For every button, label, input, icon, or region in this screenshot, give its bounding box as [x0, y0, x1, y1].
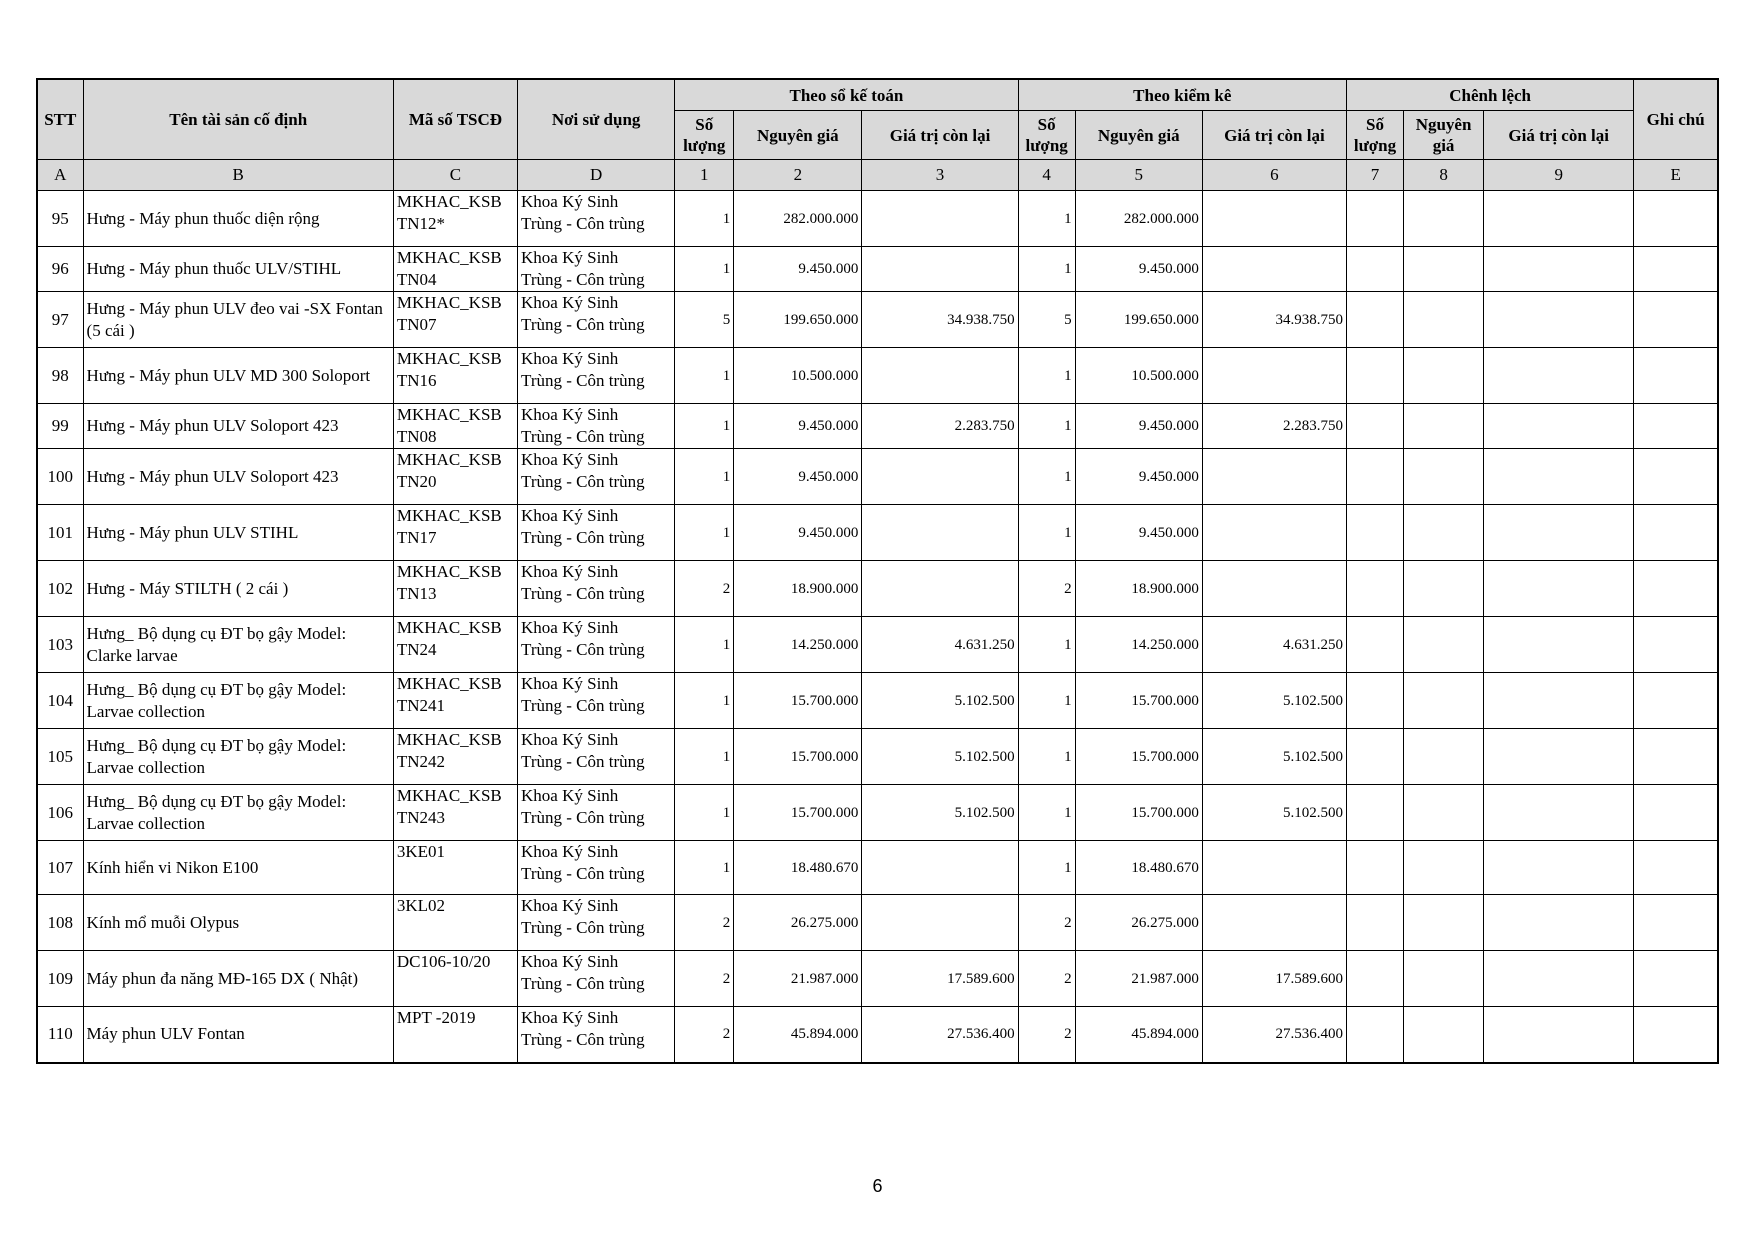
row-stt: 101: [37, 505, 83, 561]
row-book-quantity: 1: [675, 348, 734, 404]
row-asset-code: DC106-10/20: [393, 951, 517, 1007]
row-asset-name: Kính hiển vi Nikon E100: [83, 841, 393, 895]
row-stt: 108: [37, 895, 83, 951]
row-asset-name: Hưng_ Bộ dụng cụ ĐT bọ gậy Model: Larvae collection: [83, 729, 393, 785]
row-inventory-original-price: 21.987.000: [1075, 951, 1202, 1007]
row-book-remaining-value: 5.102.500: [862, 673, 1018, 729]
row-inventory-original-price: 9.450.000: [1075, 247, 1202, 292]
row-diff-remaining-value: [1484, 951, 1634, 1007]
row-asset-name: Hưng - Máy phun thuốc ULV/STIHL: [83, 247, 393, 292]
row-book-quantity: 5: [675, 292, 734, 348]
table-row: [37, 895, 1718, 951]
row-diff-original-price: [1404, 729, 1484, 785]
row-diff-remaining-value: [1484, 729, 1634, 785]
row-stt: 105: [37, 729, 83, 785]
row-diff-remaining-value: [1484, 292, 1634, 348]
table-row: [37, 191, 1718, 247]
row-inventory-remaining-value: 2.283.750: [1202, 404, 1346, 449]
row-diff-remaining-value: [1484, 449, 1634, 505]
row-diff-quantity: [1346, 617, 1403, 673]
row-inventory-remaining-value: 17.589.600: [1202, 951, 1346, 1007]
row-inventory-quantity: 1: [1018, 449, 1075, 505]
row-asset-code: MKHAC_KSB TN13: [393, 561, 517, 617]
table-row: [37, 247, 1718, 292]
row-asset-name: Kính mổ muỗi Olypus: [83, 895, 393, 951]
asset-inventory-table: [36, 78, 1719, 1064]
row-book-original-price: 9.450.000: [734, 247, 862, 292]
column-letter: A: [37, 160, 83, 191]
row-note: [1634, 729, 1718, 785]
row-book-original-price: 199.650.000: [734, 292, 862, 348]
header-asset-name: Tên tài sản cố định: [83, 79, 393, 160]
row-diff-remaining-value: [1484, 895, 1634, 951]
row-diff-quantity: [1346, 951, 1403, 1007]
row-inventory-quantity: 1: [1018, 191, 1075, 247]
header-place-of-use: Nơi sử dụng: [518, 79, 675, 160]
column-letter: 9: [1484, 160, 1634, 191]
column-letter: 6: [1202, 160, 1346, 191]
row-diff-original-price: [1404, 1007, 1484, 1063]
row-book-quantity: 1: [675, 617, 734, 673]
row-inventory-original-price: 15.700.000: [1075, 729, 1202, 785]
row-stt: 96: [37, 247, 83, 292]
row-asset-name: Hưng_ Bộ dụng cụ ĐT bọ gậy Model: Clarke larvae: [83, 617, 393, 673]
row-book-remaining-value: [862, 449, 1018, 505]
row-book-remaining-value: 34.938.750: [862, 292, 1018, 348]
table-row: [37, 617, 1718, 673]
row-place-of-use: Khoa Ký Sinh Trùng - Côn trùng: [518, 191, 675, 247]
row-inventory-original-price: 14.250.000: [1075, 617, 1202, 673]
row-asset-code: 3KE01: [393, 841, 517, 895]
row-asset-code: MPT -2019: [393, 1007, 517, 1063]
row-asset-name: Hưng - Máy STILTH ( 2 cái ): [83, 561, 393, 617]
row-inventory-original-price: 18.900.000: [1075, 561, 1202, 617]
row-book-remaining-value: 5.102.500: [862, 785, 1018, 841]
header-diff-quantity: Số lượng: [1346, 111, 1403, 160]
row-diff-original-price: [1404, 951, 1484, 1007]
row-diff-remaining-value: [1484, 1007, 1634, 1063]
row-diff-remaining-value: [1484, 404, 1634, 449]
row-inventory-quantity: 1: [1018, 729, 1075, 785]
header-inventory-quantity: Số lượng: [1018, 111, 1075, 160]
header-diff-original-price: Nguyên giá: [1404, 111, 1484, 160]
row-diff-quantity: [1346, 729, 1403, 785]
row-stt: 98: [37, 348, 83, 404]
column-letter: 1: [675, 160, 734, 191]
row-stt: 106: [37, 785, 83, 841]
row-diff-remaining-value: [1484, 247, 1634, 292]
row-inventory-quantity: 1: [1018, 505, 1075, 561]
table-row: [37, 505, 1718, 561]
column-letter: 2: [734, 160, 862, 191]
row-place-of-use: Khoa Ký Sinh Trùng - Côn trùng: [518, 292, 675, 348]
page-number: 6: [872, 1176, 883, 1196]
row-asset-name: Hưng_ Bộ dụng cụ ĐT bọ gậy Model: Larvae collection: [83, 673, 393, 729]
row-note: [1634, 841, 1718, 895]
table-row: [37, 348, 1718, 404]
row-book-quantity: 2: [675, 1007, 734, 1063]
row-book-quantity: 1: [675, 191, 734, 247]
table-row: [37, 951, 1718, 1007]
row-diff-quantity: [1346, 561, 1403, 617]
row-book-remaining-value: [862, 505, 1018, 561]
row-asset-code: MKHAC_KSB TN08: [393, 404, 517, 449]
row-inventory-quantity: 5: [1018, 292, 1075, 348]
table-header: [37, 79, 1718, 191]
row-book-original-price: 14.250.000: [734, 617, 862, 673]
row-place-of-use: Khoa Ký Sinh Trùng - Côn trùng: [518, 561, 675, 617]
row-inventory-original-price: 9.450.000: [1075, 404, 1202, 449]
column-letter-row: [37, 160, 1718, 191]
row-diff-original-price: [1404, 404, 1484, 449]
column-letter: 5: [1075, 160, 1202, 191]
row-asset-code: MKHAC_KSB TN24: [393, 617, 517, 673]
row-note: [1634, 785, 1718, 841]
column-letter: B: [83, 160, 393, 191]
row-book-quantity: 1: [675, 841, 734, 895]
row-note: [1634, 292, 1718, 348]
row-asset-code: MKHAC_KSB TN20: [393, 449, 517, 505]
table-row: [37, 841, 1718, 895]
row-inventory-quantity: 1: [1018, 247, 1075, 292]
column-letter: 7: [1346, 160, 1403, 191]
table-row: [37, 729, 1718, 785]
row-stt: 102: [37, 561, 83, 617]
row-book-quantity: 1: [675, 449, 734, 505]
row-note: [1634, 247, 1718, 292]
row-book-remaining-value: [862, 348, 1018, 404]
row-book-quantity: 2: [675, 895, 734, 951]
row-inventory-remaining-value: [1202, 895, 1346, 951]
row-place-of-use: Khoa Ký Sinh Trùng - Côn trùng: [518, 617, 675, 673]
row-inventory-quantity: 1: [1018, 841, 1075, 895]
row-inventory-quantity: 1: [1018, 617, 1075, 673]
row-stt: 104: [37, 673, 83, 729]
row-inventory-original-price: 26.275.000: [1075, 895, 1202, 951]
row-inventory-original-price: 18.480.670: [1075, 841, 1202, 895]
row-diff-original-price: [1404, 247, 1484, 292]
row-place-of-use: Khoa Ký Sinh Trùng - Côn trùng: [518, 247, 675, 292]
row-diff-remaining-value: [1484, 617, 1634, 673]
row-inventory-original-price: 15.700.000: [1075, 785, 1202, 841]
row-place-of-use: Khoa Ký Sinh Trùng - Côn trùng: [518, 895, 675, 951]
table-row: [37, 785, 1718, 841]
row-diff-remaining-value: [1484, 505, 1634, 561]
row-inventory-quantity: 2: [1018, 561, 1075, 617]
row-diff-original-price: [1404, 505, 1484, 561]
row-stt: 99: [37, 404, 83, 449]
row-inventory-quantity: 1: [1018, 404, 1075, 449]
row-asset-code: MKHAC_KSB TN12*: [393, 191, 517, 247]
row-place-of-use: Khoa Ký Sinh Trùng - Côn trùng: [518, 673, 675, 729]
row-book-remaining-value: [862, 895, 1018, 951]
row-note: [1634, 617, 1718, 673]
row-book-remaining-value: [862, 841, 1018, 895]
row-diff-remaining-value: [1484, 673, 1634, 729]
row-book-remaining-value: 27.536.400: [862, 1007, 1018, 1063]
row-diff-original-price: [1404, 673, 1484, 729]
row-inventory-original-price: 10.500.000: [1075, 348, 1202, 404]
header-group-accounting-book: Theo sổ kế toán: [675, 79, 1018, 111]
row-diff-original-price: [1404, 561, 1484, 617]
row-inventory-remaining-value: [1202, 561, 1346, 617]
table-row: [37, 561, 1718, 617]
table-row: [37, 404, 1718, 449]
header-stt: STT: [37, 79, 83, 160]
header-inventory-remaining-value: Giá trị còn lại: [1202, 111, 1346, 160]
row-book-original-price: 15.700.000: [734, 673, 862, 729]
row-inventory-remaining-value: [1202, 449, 1346, 505]
row-asset-code: MKHAC_KSB TN243: [393, 785, 517, 841]
row-diff-original-price: [1404, 449, 1484, 505]
header-book-quantity: Số lượng: [675, 111, 734, 160]
row-diff-original-price: [1404, 785, 1484, 841]
row-inventory-original-price: 15.700.000: [1075, 673, 1202, 729]
row-diff-quantity: [1346, 348, 1403, 404]
row-inventory-quantity: 2: [1018, 1007, 1075, 1063]
row-book-quantity: 1: [675, 729, 734, 785]
table-row: [37, 673, 1718, 729]
row-diff-quantity: [1346, 673, 1403, 729]
row-asset-name: Hưng - Máy phun ULV STIHL: [83, 505, 393, 561]
row-stt: 97: [37, 292, 83, 348]
row-inventory-original-price: 45.894.000: [1075, 1007, 1202, 1063]
row-book-quantity: 1: [675, 247, 734, 292]
row-diff-original-price: [1404, 348, 1484, 404]
row-inventory-quantity: 1: [1018, 673, 1075, 729]
row-book-original-price: 15.700.000: [734, 729, 862, 785]
row-place-of-use: Khoa Ký Sinh Trùng - Côn trùng: [518, 449, 675, 505]
header-book-remaining-value: Giá trị còn lại: [862, 111, 1018, 160]
column-letter: E: [1634, 160, 1718, 191]
row-book-quantity: 1: [675, 404, 734, 449]
row-place-of-use: Khoa Ký Sinh Trùng - Côn trùng: [518, 785, 675, 841]
row-book-remaining-value: 5.102.500: [862, 729, 1018, 785]
row-diff-remaining-value: [1484, 841, 1634, 895]
row-place-of-use: Khoa Ký Sinh Trùng - Côn trùng: [518, 505, 675, 561]
row-inventory-remaining-value: 34.938.750: [1202, 292, 1346, 348]
row-inventory-quantity: 1: [1018, 785, 1075, 841]
row-asset-name: Hưng - Máy phun thuốc diện rộng: [83, 191, 393, 247]
row-asset-code: MKHAC_KSB TN16: [393, 348, 517, 404]
column-letter: C: [393, 160, 517, 191]
table-row: [37, 449, 1718, 505]
column-letter: 3: [862, 160, 1018, 191]
row-book-remaining-value: 4.631.250: [862, 617, 1018, 673]
row-inventory-remaining-value: [1202, 841, 1346, 895]
row-book-original-price: 18.900.000: [734, 561, 862, 617]
row-book-remaining-value: [862, 561, 1018, 617]
row-inventory-remaining-value: 27.536.400: [1202, 1007, 1346, 1063]
row-asset-name: Hưng - Máy phun ULV đeo vai -SX Fontan (5 cái ): [83, 292, 393, 348]
row-asset-name: Hưng_ Bộ dụng cụ ĐT bọ gậy Model: Larvae collection: [83, 785, 393, 841]
row-place-of-use: Khoa Ký Sinh Trùng - Côn trùng: [518, 951, 675, 1007]
row-note: [1634, 951, 1718, 1007]
row-book-original-price: 26.275.000: [734, 895, 862, 951]
row-inventory-quantity: 1: [1018, 348, 1075, 404]
row-diff-quantity: [1346, 404, 1403, 449]
row-book-original-price: 9.450.000: [734, 404, 862, 449]
row-stt: 109: [37, 951, 83, 1007]
row-place-of-use: Khoa Ký Sinh Trùng - Côn trùng: [518, 841, 675, 895]
header-group-inventory: Theo kiểm kê: [1018, 79, 1346, 111]
row-asset-name: Hưng - Máy phun ULV Soloport 423: [83, 449, 393, 505]
row-diff-remaining-value: [1484, 561, 1634, 617]
row-diff-quantity: [1346, 449, 1403, 505]
header-note: Ghi chú: [1634, 79, 1718, 160]
row-inventory-original-price: 282.000.000: [1075, 191, 1202, 247]
column-letter: 4: [1018, 160, 1075, 191]
row-asset-name: Hưng - Máy phun ULV Soloport 423: [83, 404, 393, 449]
row-place-of-use: Khoa Ký Sinh Trùng - Côn trùng: [518, 1007, 675, 1063]
row-book-quantity: 2: [675, 951, 734, 1007]
row-book-original-price: 45.894.000: [734, 1007, 862, 1063]
header-book-original-price: Nguyên giá: [734, 111, 862, 160]
row-asset-code: MKHAC_KSB TN241: [393, 673, 517, 729]
row-book-original-price: 21.987.000: [734, 951, 862, 1007]
row-asset-name: Máy phun đa năng MĐ-165 DX ( Nhật): [83, 951, 393, 1007]
row-diff-remaining-value: [1484, 348, 1634, 404]
row-inventory-remaining-value: [1202, 247, 1346, 292]
row-note: [1634, 505, 1718, 561]
row-diff-quantity: [1346, 247, 1403, 292]
row-stt: 100: [37, 449, 83, 505]
row-stt: 103: [37, 617, 83, 673]
row-book-quantity: 1: [675, 785, 734, 841]
row-asset-code: MKHAC_KSB TN242: [393, 729, 517, 785]
row-diff-quantity: [1346, 191, 1403, 247]
row-asset-code: MKHAC_KSB TN17: [393, 505, 517, 561]
row-book-original-price: 282.000.000: [734, 191, 862, 247]
row-inventory-remaining-value: [1202, 191, 1346, 247]
row-stt: 107: [37, 841, 83, 895]
row-inventory-original-price: 9.450.000: [1075, 449, 1202, 505]
row-diff-quantity: [1346, 292, 1403, 348]
row-place-of-use: Khoa Ký Sinh Trùng - Côn trùng: [518, 348, 675, 404]
row-note: [1634, 673, 1718, 729]
row-diff-quantity: [1346, 785, 1403, 841]
row-inventory-remaining-value: 5.102.500: [1202, 673, 1346, 729]
row-book-quantity: 1: [675, 673, 734, 729]
row-diff-original-price: [1404, 191, 1484, 247]
row-place-of-use: Khoa Ký Sinh Trùng - Côn trùng: [518, 404, 675, 449]
row-place-of-use: Khoa Ký Sinh Trùng - Côn trùng: [518, 729, 675, 785]
row-note: [1634, 449, 1718, 505]
row-asset-code: 3KL02: [393, 895, 517, 951]
table-body: [37, 191, 1718, 1063]
row-note: [1634, 561, 1718, 617]
row-diff-remaining-value: [1484, 191, 1634, 247]
row-inventory-remaining-value: 5.102.500: [1202, 729, 1346, 785]
header-inventory-original-price: Nguyên giá: [1075, 111, 1202, 160]
row-diff-quantity: [1346, 841, 1403, 895]
row-inventory-original-price: 9.450.000: [1075, 505, 1202, 561]
row-diff-original-price: [1404, 292, 1484, 348]
row-note: [1634, 404, 1718, 449]
header-group-difference: Chênh lệch: [1346, 79, 1633, 111]
row-inventory-remaining-value: [1202, 348, 1346, 404]
row-inventory-quantity: 2: [1018, 951, 1075, 1007]
row-diff-original-price: [1404, 617, 1484, 673]
column-letter: D: [518, 160, 675, 191]
row-diff-quantity: [1346, 1007, 1403, 1063]
row-book-remaining-value: [862, 191, 1018, 247]
column-letter: 8: [1404, 160, 1484, 191]
row-note: [1634, 1007, 1718, 1063]
header-asset-code: Mã số TSCĐ: [393, 79, 517, 160]
row-diff-quantity: [1346, 505, 1403, 561]
row-inventory-remaining-value: 5.102.500: [1202, 785, 1346, 841]
row-diff-quantity: [1346, 895, 1403, 951]
row-asset-name: Hưng - Máy phun ULV MD 300 Soloport: [83, 348, 393, 404]
row-diff-original-price: [1404, 895, 1484, 951]
row-book-remaining-value: [862, 247, 1018, 292]
row-book-quantity: 1: [675, 505, 734, 561]
row-inventory-remaining-value: 4.631.250: [1202, 617, 1346, 673]
row-note: [1634, 348, 1718, 404]
row-book-original-price: 9.450.000: [734, 449, 862, 505]
row-book-original-price: 18.480.670: [734, 841, 862, 895]
row-inventory-quantity: 2: [1018, 895, 1075, 951]
row-asset-code: MKHAC_KSB TN07: [393, 292, 517, 348]
table-row: [37, 292, 1718, 348]
row-inventory-original-price: 199.650.000: [1075, 292, 1202, 348]
row-stt: 95: [37, 191, 83, 247]
row-diff-remaining-value: [1484, 785, 1634, 841]
row-note: [1634, 191, 1718, 247]
row-inventory-remaining-value: [1202, 505, 1346, 561]
row-stt: 110: [37, 1007, 83, 1063]
row-asset-code: MKHAC_KSB TN04: [393, 247, 517, 292]
header-diff-remaining-value: Giá trị còn lại: [1484, 111, 1634, 160]
row-book-remaining-value: 2.283.750: [862, 404, 1018, 449]
row-diff-original-price: [1404, 841, 1484, 895]
row-book-original-price: 10.500.000: [734, 348, 862, 404]
table-row: [37, 1007, 1718, 1063]
row-asset-name: Máy phun ULV Fontan: [83, 1007, 393, 1063]
row-book-original-price: 15.700.000: [734, 785, 862, 841]
row-note: [1634, 895, 1718, 951]
row-book-quantity: 2: [675, 561, 734, 617]
row-book-original-price: 9.450.000: [734, 505, 862, 561]
row-book-remaining-value: 17.589.600: [862, 951, 1018, 1007]
